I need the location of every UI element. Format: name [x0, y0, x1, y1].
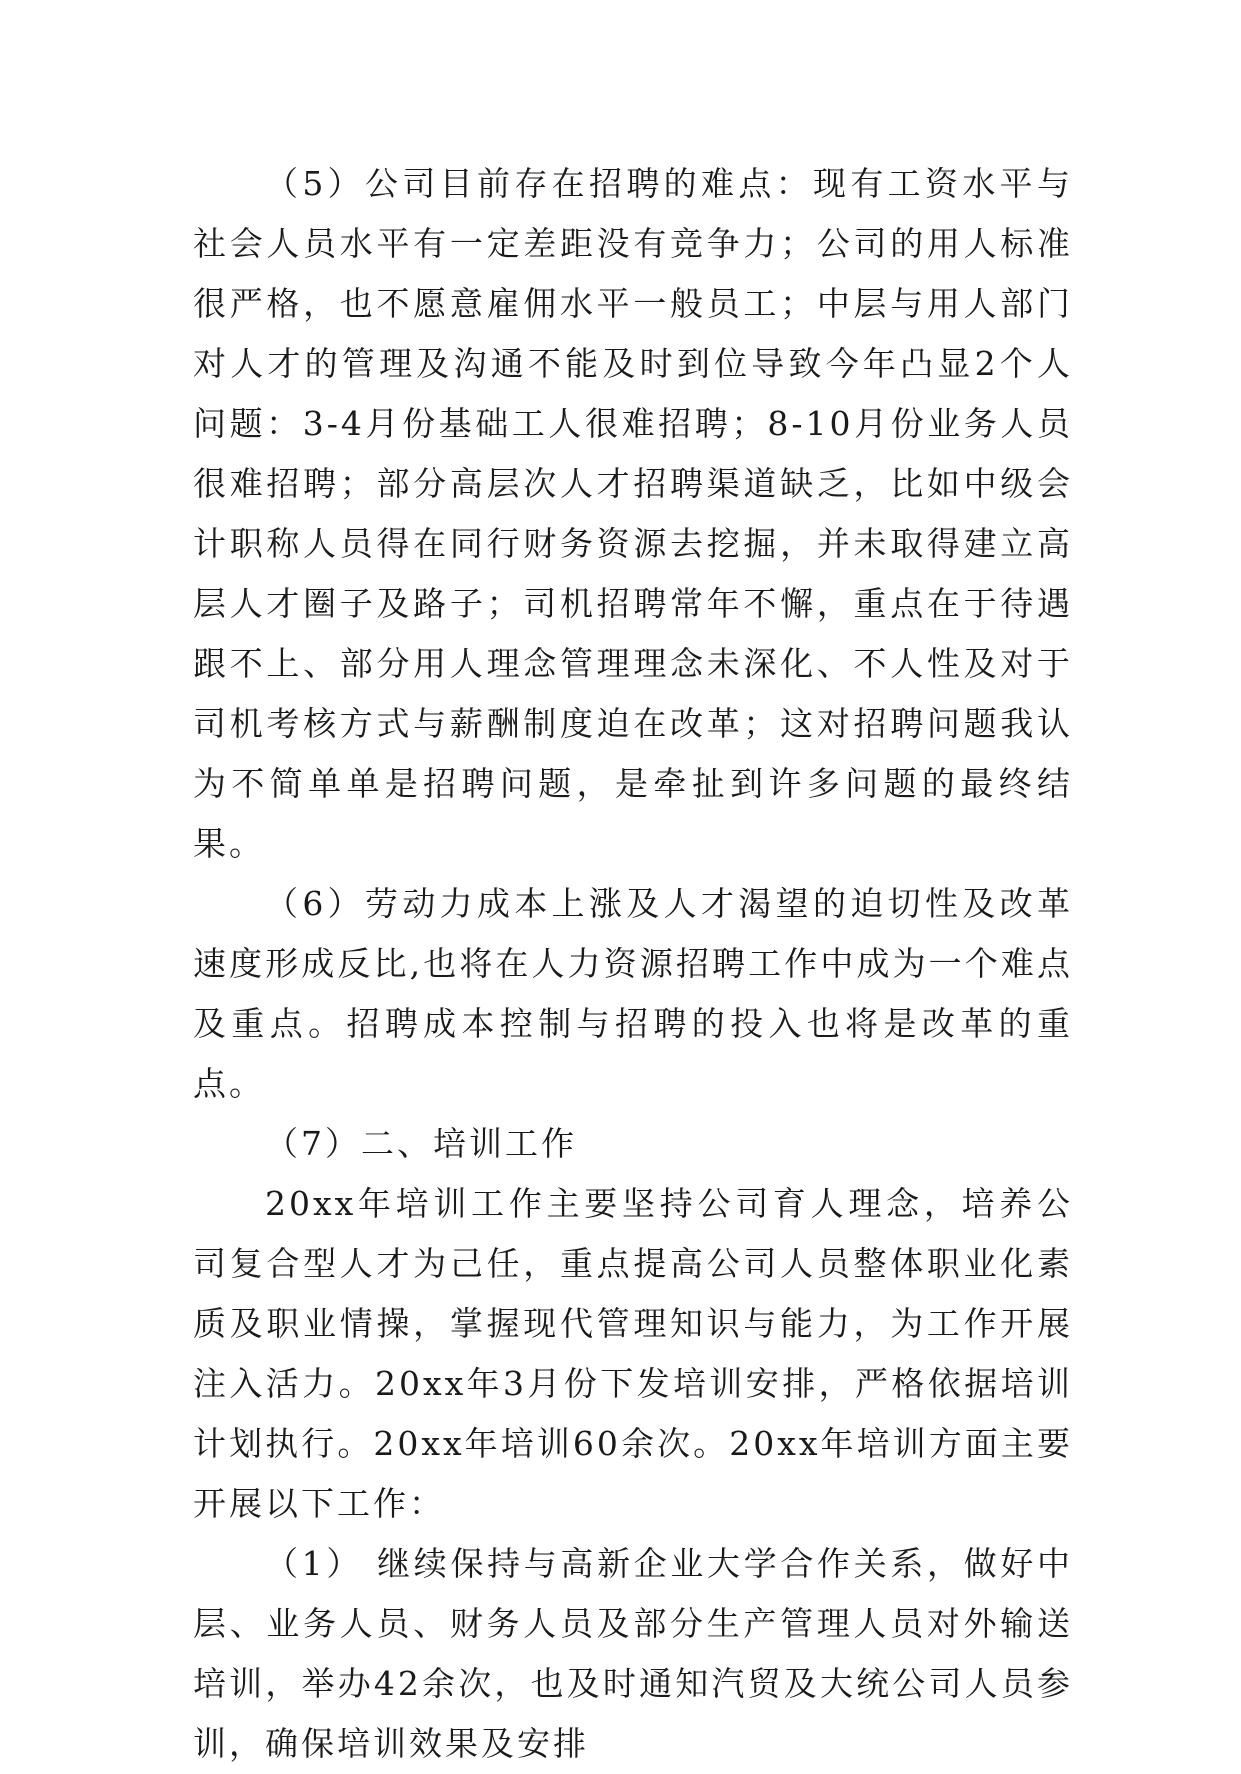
- section-heading-training: （7）二、培训工作: [265, 1124, 577, 1163]
- paragraph-training-overview: 20xx年培训工作主要坚持公司育人理念，培养公司复合型人才为己任，重点提高公司人员整体职业化素质及职业情操，掌握现代管理知识与能力，为工作开展注入活力。20xx年3月份下发培训安排，严格依据培训计划执行。20xx年培训60余次。20xx年培训方面主要开展以下工作：: [193, 1184, 1073, 1523]
- paragraph-recruitment-difficulties: （5）公司目前存在招聘的难点：现有工资水平与社会人员水平有一定差距没有竞争力；公司的用人标准很严格，也不愿意雇佣水平一般员工；中层与用人部门对人才的管理及沟通不能及时到位导致今年凸显2个人问题：3-4月份基础工人很难招聘；8-10月份业务人员很难招聘；部分高层次人才招聘渠道缺乏，比如中级会计职称人员得在同行财务资源去挖掘，并未取得建立高层人才圈子及路子；司机招聘常年不懈，重点在于待遇跟不上、部分用人理念管理理念未深化、不人性及对于司机考核方式与薪酬制度迫在改革；这对招聘问题我认为不简单单是招聘问题，是牵扯到许多问题的最终结果。: [193, 164, 1073, 863]
- paragraph-training-item-1: （1） 继续保持与高新企业大学合作关系，做好中层、业务人员、财务人员及部分生产管理人员对外输送培训，举办42余次，也及时通知汽贸及大统公司人员参训，确保培训效果及安排: [193, 1544, 1073, 1763]
- paragraph-labor-cost: （6）劳动力成本上涨及人才渴望的迫切性及改革速度形成反比,也将在人力资源招聘工作中成为一个难点及重点。招聘成本控制与招聘的投入也将是改革的重点。: [193, 884, 1073, 1103]
- document-body: [193, 154, 1073, 1774]
